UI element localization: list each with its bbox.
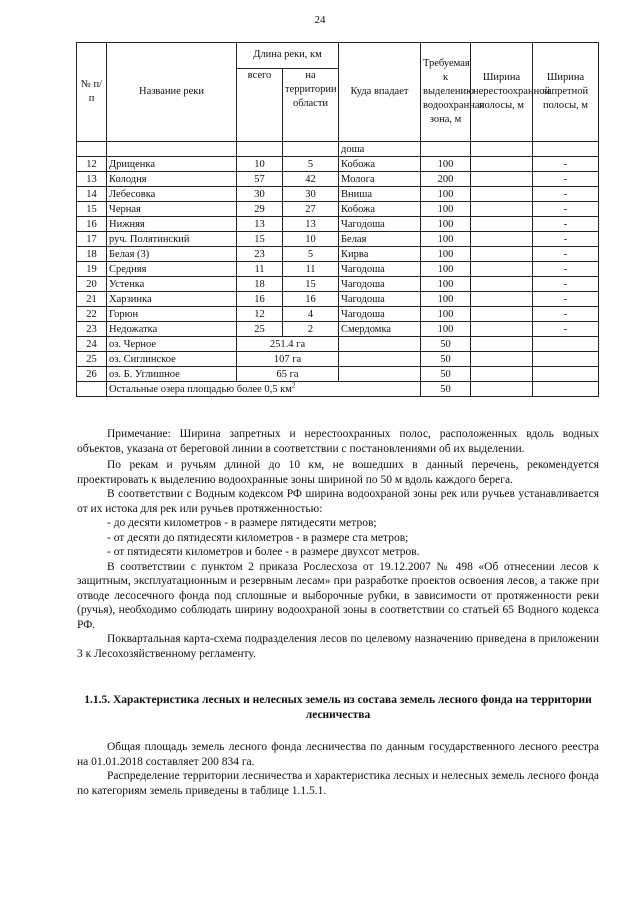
table-row [77,322,599,337]
water-zone: 50 [421,367,471,382]
length-total: 18 [237,277,283,292]
header-length-region: на территории области [283,68,339,141]
outflow [339,337,421,352]
water-zone: 100 [421,322,471,337]
body-text [77,427,599,661]
outflow: Чагодоша [339,217,421,232]
lake-area: 251.4 га [237,337,339,352]
river-name: Белая (3) [107,247,237,262]
river-name: руч. Полятинский [107,232,237,247]
spawning-width [471,262,533,277]
note-paragraph: Примечание: Ширина запретных и нерестоохранных полос, расположенных вдоль водных объектов, указана от береговой линии в соответствии с постановлениями об их выделении. [77,428,599,455]
forbidden-width: - [533,277,599,292]
row-number: 15 [77,202,107,217]
length-total: 23 [237,247,283,262]
outflow: Белая [339,232,421,247]
river-name: Колодня [107,172,237,187]
forbidden-width: - [533,232,599,247]
river-name: Нижняя [107,217,237,232]
outflow: Смердомка [339,322,421,337]
forbidden-width: - [533,322,599,337]
outflow: Молога [339,172,421,187]
section-text [77,740,599,798]
paragraph-small-rivers: По рекам и ручьям длиной до 10 км, не вошедших в данный перечень, рекомендуется проектировать к выделению водоохранные зоны шириной по 50 м вдоль каждого берега. [77,459,599,486]
spawning-width [471,367,533,382]
forbidden-width: - [533,187,599,202]
river-name: Горюн [107,307,237,322]
spawning-width [471,307,533,322]
outflow [339,352,421,367]
row-number: 14 [77,187,107,202]
row-number: 20 [77,277,107,292]
table-row [77,202,599,217]
table-row [77,217,599,232]
river-name: Харзинка [107,292,237,307]
paragraph-water-code: В соответствии с Водным кодексом РФ ширина водоохраной зоны рек или ручьев устанавливается от их истока для рек или ручьев протяженностью: [77,488,599,515]
water-zone: 100 [421,217,471,232]
spawning-width [471,232,533,247]
length-region: 30 [283,187,339,202]
lake-name: оз. Б. Углишное [107,367,237,382]
header-length: Длина реки, км [237,43,339,69]
outflow: Кобожа [339,202,421,217]
length-region: 2 [283,322,339,337]
length-total: 16 [237,292,283,307]
water-zone: 50 [421,352,471,367]
water-zone: 100 [421,187,471,202]
header-spawning-width: Ширина нерестоохранной полосы, м [471,43,533,142]
row-number: 17 [77,232,107,247]
length-region: 5 [283,157,339,172]
list-item: - до десяти километров - в размере пятидесяти метров; [107,517,377,529]
outflow: Кобожа [339,157,421,172]
other-lakes-label [107,382,421,397]
header-length-total: всего [237,68,283,141]
other-lakes-text: Остальные озера площадью более 0,5 км [109,383,292,395]
table-row-continuation [77,142,599,157]
water-zone: 100 [421,277,471,292]
paragraph-order: В соответствии с пунктом 2 приказа Рослесхоза от 19.12.2007 № 498 «Об отнесении лесов к защитным, эксплуатационным и резервным лесам» при разработке проектов освоения лесов, а также при отводе лесосечного фонда под сплошные и выборочные рубки, в зависимости от протяженности реки (ручья), необходимо соблюдать ширину водоохраной зоны в соответствии со статьей 65 Водного кодекса РФ. [77,560,599,631]
spawning-width [471,157,533,172]
lake-name: оз. Сиглинское [107,352,237,367]
water-zone: 200 [421,172,471,187]
spawning-width [471,292,533,307]
outflow: Чагодоша [339,307,421,322]
length-total: 12 [237,307,283,322]
spawning-width [471,277,533,292]
forbidden-width: - [533,217,599,232]
length-total: 10 [237,157,283,172]
length-region: 13 [283,217,339,232]
water-zone: 100 [421,292,471,307]
river-name: Средняя [107,262,237,277]
table-row [77,172,599,187]
spawning-width [471,322,533,337]
length-region: 42 [283,172,339,187]
water-zone: 50 [421,382,471,397]
row-number: 12 [77,157,107,172]
list-item: - от десяти до пятидесяти километров - в размере ста метров; [107,531,409,544]
length-total: 15 [237,232,283,247]
paragraph-distribution: Распределение территории лесничества и характеристика лесных и нелесных земель лесного фонда по категориям земель приведены в таблице 1.1.5.1. [77,770,599,797]
row-number: 19 [77,262,107,277]
spawning-width [471,172,533,187]
length-total: 25 [237,322,283,337]
spawning-width [471,202,533,217]
river-name: Лебесовка [107,187,237,202]
water-zone: 100 [421,232,471,247]
length-region: 16 [283,292,339,307]
length-total: 57 [237,172,283,187]
table-row [77,277,599,292]
length-total: 11 [237,262,283,277]
table-row [77,352,599,367]
lake-area: 65 га [237,367,339,382]
length-region: 4 [283,307,339,322]
table-row [77,232,599,247]
outflow: Чагодоша [339,292,421,307]
water-zone: 100 [421,307,471,322]
forbidden-width: - [533,247,599,262]
forbidden-width [533,382,599,397]
length-region: 15 [283,277,339,292]
water-zone: 100 [421,247,471,262]
row-number: 13 [77,172,107,187]
lake-name: оз. Черное [107,337,237,352]
river-name: Недожатка [107,322,237,337]
row-number [77,382,107,397]
row-number: 16 [77,217,107,232]
forbidden-width: - [533,262,599,277]
spawning-width [471,337,533,352]
outflow: Вниша [339,187,421,202]
header-water-zone: Требуемая к выделению водоохранная зона, м [421,43,471,142]
length-region: 11 [283,262,339,277]
outflow [339,367,421,382]
page-number: 24 [314,14,326,26]
length-total: 13 [237,217,283,232]
row-number: 26 [77,367,107,382]
forbidden-width: - [533,292,599,307]
river-name: Черная [107,202,237,217]
table-row [77,367,599,382]
spawning-width [471,217,533,232]
list-item: - от пятидесяти километров и более - в размере двухсот метров. [107,546,420,558]
rivers-table [76,42,599,397]
table-row [77,262,599,277]
row-number: 18 [77,247,107,262]
length-region: 5 [283,247,339,262]
header-num: № п/п [77,43,107,142]
row-number: 24 [77,337,107,352]
table-row [77,247,599,262]
water-zone: 100 [421,157,471,172]
row-number: 22 [77,307,107,322]
forbidden-width: - [533,157,599,172]
table-row [77,337,599,352]
row-number: 23 [77,322,107,337]
length-region: 10 [283,232,339,247]
table-row-other-lakes [77,382,599,397]
length-region: 27 [283,202,339,217]
forbidden-width: - [533,202,599,217]
forbidden-width: - [533,172,599,187]
spawning-width [471,247,533,262]
lake-area: 107 га [237,352,339,367]
forbidden-width: - [533,307,599,322]
other-lakes-superscript: 2 [291,381,296,389]
paragraph-map: Поквартальная карта-схема подразделения лесов по целевому назначению приведена в приложении 3 к Лесохозяйственному регламенту. [77,633,599,660]
table-row [77,157,599,172]
header-name: Название реки [107,43,237,142]
row-number: 21 [77,292,107,307]
water-zone: 100 [421,262,471,277]
water-zone: 50 [421,337,471,352]
water-zone: 100 [421,202,471,217]
length-total: 30 [237,187,283,202]
outflow: Чагодоша [339,262,421,277]
header-outflow: Куда впадает [339,43,421,142]
table-row [77,187,599,202]
river-name: Дрищенка [107,157,237,172]
outflow: Кирва [339,247,421,262]
spawning-width [471,187,533,202]
forbidden-width [533,337,599,352]
header-forbidden-width: Ширина запретной полосы, м [533,43,599,142]
row-number: 25 [77,352,107,367]
table-row [77,292,599,307]
river-name: Устенка [107,277,237,292]
outflow: Чагодоша [339,277,421,292]
forbidden-width [533,367,599,382]
continuation-cell: доша [339,142,421,157]
section-heading: 1.1.5. Характеристика лесных и нелесных земель из состава земель лесного фонда на территории лесничества [84,694,592,721]
table-row [77,307,599,322]
paragraph-total-area: Общая площадь земель лесного фонда лесничества по данным государственного лесного реестра на 01.01.2018 составляет 200 834 га. [77,741,599,768]
forbidden-width [533,352,599,367]
spawning-width [471,382,533,397]
length-total: 29 [237,202,283,217]
spawning-width [471,352,533,367]
